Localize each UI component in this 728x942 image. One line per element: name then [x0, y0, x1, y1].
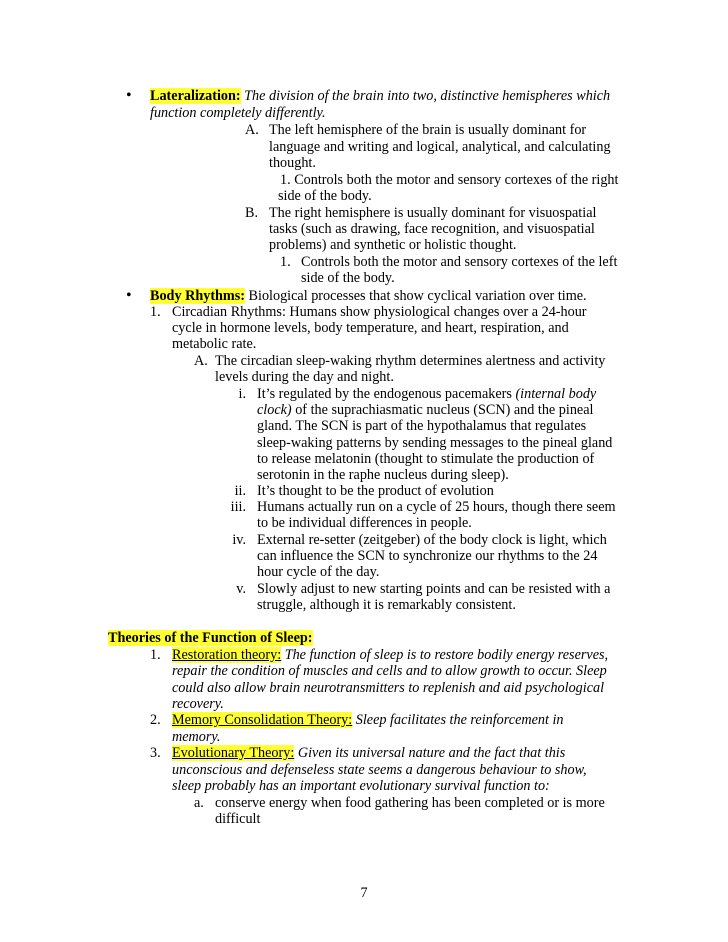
lat-b-line-2: tasks (such as drawing, face recognition, and visuospatial — [269, 221, 595, 237]
theory-2-line-1: Memory Consolidation Theory: Sleep facilitates the reinforcement in — [172, 712, 564, 728]
circadian-line-1: Circadian Rhythms: Humans show physiological changes over a 24-hour — [172, 304, 587, 320]
roman-i-line-5: to release melatonin (thought to stimulate the production of — [257, 451, 595, 467]
marker-roman-ii: ii. — [234, 483, 246, 499]
theory-3a-line-1: conserve energy when food gathering has been completed or is more — [215, 795, 605, 811]
theory-1-line-2: repair the condition of muscles and cells and to allow growth to occur. Sleep — [172, 663, 607, 679]
lateralization-line-1: Lateralization: The division of the brain into two, distinctive hemispheres which — [150, 88, 611, 104]
theories-heading: Theories of the Function of Sleep: — [108, 630, 313, 646]
lateralization-line-2: function completely differently. — [150, 105, 326, 121]
marker-lat-a: A. — [245, 122, 259, 138]
theory-1-line-1: Restoration theory: The function of sleep is to restore bodily energy reserves, — [172, 647, 609, 663]
roman-iii-line-2: to be individual differences in people. — [257, 515, 472, 531]
theory-3-line-1: Evolutionary Theory: Given its universal nature and the fact that this — [172, 745, 566, 761]
theory-3a-line-2: difficult — [215, 811, 261, 827]
marker-circadian-a: A. — [194, 353, 208, 369]
term-restoration-theory: Restoration theory: — [172, 647, 282, 663]
roman-iv-line-3: hour cycle of the day. — [257, 564, 380, 580]
bullet-body-rhythms: • — [126, 287, 132, 304]
circadian-line-3: metabolic rate. — [172, 336, 257, 352]
roman-iv-line-1: External re-setter (zeitgeber) of the body clock is light, which — [257, 532, 607, 548]
marker-lat-b: B. — [245, 205, 259, 221]
theory-1-line-3: could also allow brain neurotransmitters to replenish and aid psychological — [172, 680, 605, 696]
marker-circadian: 1. — [150, 304, 161, 320]
lat-b1-line-2: side of the body. — [301, 270, 395, 286]
lat-b1-line-1: Controls both the motor and sensory cortexes of the left — [301, 254, 618, 270]
term-body-rhythms: Body Rhythms: — [150, 288, 245, 304]
page-number: 7 — [360, 885, 368, 901]
marker-lat-b1: 1. — [280, 254, 291, 270]
term-evolutionary-theory: Evolutionary Theory: — [172, 745, 295, 761]
roman-i-line-2: clock) of the suprachiasmatic nucleus (SCN) and the pineal — [257, 402, 594, 418]
body-rhythms-line-1: Body Rhythms: Biological processes that show cyclical variation over time. — [150, 288, 587, 304]
roman-ii-line-1: It’s thought to be the product of evolution — [257, 483, 494, 499]
marker-roman-iii: iii. — [230, 499, 246, 515]
roman-i-line-3: gland. The SCN is part of the hypothalamus that regulates — [257, 418, 587, 434]
circadian-a-line-2: levels during the day and night. — [215, 369, 394, 385]
circadian-line-2: cycle in hormone levels, body temperature, and heart, respiration, and — [172, 320, 569, 336]
term-memory-consolidation-theory: Memory Consolidation Theory: — [172, 712, 353, 728]
theory-3-line-2: unconscious and defenseless state seems a dangerous behaviour to show, — [172, 762, 587, 778]
marker-theory-1: 1. — [150, 647, 161, 663]
theory-2-line-2: memory. — [172, 729, 221, 745]
lat-a-line-2: language and writing and logical, analytical, and calculating — [269, 139, 611, 155]
roman-iii-line-1: Humans actually run on a cycle of 25 hours, though there seem — [257, 499, 616, 515]
roman-i-line-1: It’s regulated by the endogenous pacemakers (internal body — [257, 386, 597, 402]
roman-v-line-2: struggle, although it is remarkably consistent. — [257, 597, 516, 613]
theory-1-line-4: recovery. — [172, 696, 224, 712]
marker-theory-3a: a. — [194, 795, 204, 811]
roman-i-line-4: sleep-waking patterns by sending messages to the pineal gland — [257, 435, 613, 451]
lat-a1-line-1: 1. Controls both the motor and sensory cortexes of the right — [280, 172, 619, 188]
marker-theory-2: 2. — [150, 712, 161, 728]
lat-b-line-1: The right hemisphere is usually dominant for visuospatial — [269, 205, 597, 221]
roman-iv-line-2: can influence the SCN to synchronize our rhythms to the 24 — [257, 548, 598, 564]
marker-roman-i: i. — [238, 386, 246, 402]
term-lateralization: Lateralization: — [150, 88, 241, 104]
lat-b-line-3: problems) and synthetic or holistic thought. — [269, 237, 517, 253]
bullet-lateralization: • — [126, 87, 132, 104]
marker-theory-3: 3. — [150, 745, 161, 761]
marker-roman-v: v. — [236, 581, 246, 597]
marker-roman-iv: iv. — [232, 532, 246, 548]
theory-3-line-3: sleep probably has an important evolutionary survival function to: — [172, 778, 550, 794]
lat-a-line-1: The left hemisphere of the brain is usually dominant for — [269, 122, 587, 138]
circadian-a-line-1: The circadian sleep-waking rhythm determines alertness and activity — [215, 353, 606, 369]
roman-v-line-1: Slowly adjust to new starting points and can be resisted with a — [257, 581, 611, 597]
lat-a-line-3: thought. — [269, 155, 316, 171]
lat-a1-line-2: side of the body. — [278, 188, 372, 204]
roman-i-line-6: serotonin in the raphe nucleus during sleep). — [257, 467, 509, 483]
